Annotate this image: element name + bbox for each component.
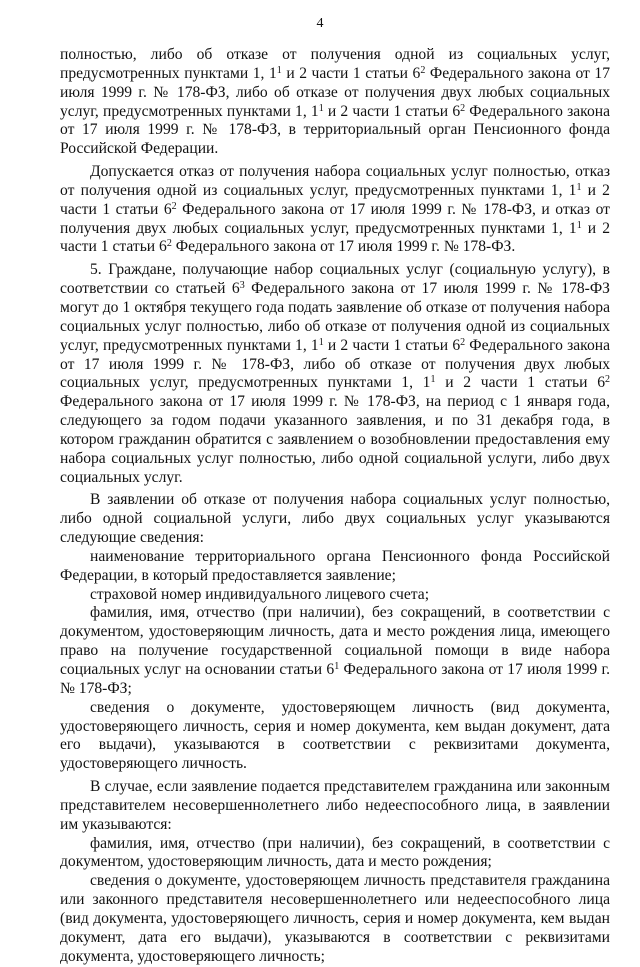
footnote-superscript: 2 xyxy=(605,374,611,386)
document-body xyxy=(60,46,610,967)
paragraph-identity-document: сведения о документе, удостоверяющем личность (вид документа, удостоверяющего личность, серия и номер документа, кем выдан документ, дата его выдачи), указываются в соответствии с реквизитами документа, удостоверяющего личность. xyxy=(60,698,610,773)
paragraph-territorial-body: наименование территориального органа Пенсионного фонда Российской Федерации, в который предоставляется заявление; xyxy=(60,547,610,584)
footnote-superscript: 2 xyxy=(420,64,426,76)
footnote-superscript: 3 xyxy=(239,280,245,292)
footnote-superscript: 1 xyxy=(576,219,582,231)
footnote-superscript: 2 xyxy=(460,102,466,114)
paragraph-insurance-number: страховой номер индивидуального лицевого счета; xyxy=(90,585,430,603)
paragraph-item-5: 5. Граждане, получающие набор социальных услуг (социальную услугу), в соответствии со статьей $6^3$ Федерального закона от 17 июля 1999 г. № 178-ФЗ могут до 1 октября текущего года подать заявление об отказе от получения набора социальных услуг полностью, либо об отказе от получения одной из социальных услуг, предусмотренных пунктами 1, $1^1$ и 2 части 1 статьи $6^2$ Федерального закона от 17 июля 1999 г. № 178-ФЗ, либо об отказе от получения двух любых социальных услуг, предусмотренных пунктами 1, $1^1$ и 2 части 1 статьи $6^2$ Федерального закона от 17 июля 1999 г. № 178-ФЗ, на период с 1 января года, следующего за годом подачи указанного заявления, и по 31 декабря года, в котором гражданин обратится с заявлением о возобновлении предоставления ему набора социальных услуг полностью, либо одной социальной услуги, либо двух социальных услуг. xyxy=(60,261,611,486)
footnote-superscript: 2 xyxy=(166,238,172,250)
footnote-superscript: 1 xyxy=(576,181,582,193)
paragraph-application-contents: В заявлении об отказе от получения набора социальных услуг полностью, либо одной социальной услуги, либо двух социальных услуг указываются следующие сведения: xyxy=(60,491,610,547)
footnote-superscript: 1 xyxy=(430,374,436,386)
paragraph-representative: В случае, если заявление подается представителем гражданина или законным представителем несовершеннолетнего либо недееспособного лица, в заявлении им указываются: xyxy=(60,778,610,833)
paragraph-refusal-allowed: Допускается отказ от получения набора социальных услуг полностью, отказ от получения одной из социальных услуг, предусмотренных пунктами 1, $1^1$ и 2 части 1 статьи $6^2$ Федерального закона от 17 июля 1999 г. № 178-ФЗ, и отказ от получения двух любых социальных услуг, предусмотренных пунктами 1, $1^1$ и 2 части 1 статьи $6^2$ Федерального закона от 17 июля 1999 г. № 178-ФЗ. xyxy=(60,163,610,256)
footnote-superscript: 1 xyxy=(318,336,324,348)
footnote-superscript: 2 xyxy=(460,336,466,348)
footnote-superscript: 1 xyxy=(334,661,340,672)
paragraph-continuation: полностью, либо об отказе от получения одной из социальных услуг, предусмотренных пунктами 1, $1^1$ и 2 части 1 статьи $6^2$ Федерального закона от 17 июля 1999 г. № 178-ФЗ, либо об отказе от получения двух любых социальных услуг, предусмотренных пунктами 1, $1^1$ и 2 части 1 статьи $6^2$ Федерального закона от 17 июля 1999 г. № 178-ФЗ, в территориальный орган Пенсионного фонда Российской Федерации. xyxy=(60,46,611,158)
paragraph-full-name: фамилия, имя, отчество (при наличии), без сокращений, в соответствии с документом, удостоверяющим личность, дата и место рождения лица, имеющего право на получение государственной социальной помощи в виде набора социальных услуг на основании статьи $6^1$ Федерального закона от 17 июля 1999 г. № 178-ФЗ; xyxy=(60,604,610,697)
footnote-superscript: 1 xyxy=(276,64,282,76)
paragraph-representative-document: сведения о документе, удостоверяющем личность представителя гражданина или законного представителя несовершеннолетнего или недееспособного лица (вид документа, удостоверяющего личность, серия и номер документа, кем выдан документ, дата его выдачи), указываются в соответствии с реквизитами документа, удостоверяющего личность; xyxy=(60,872,610,965)
footnote-superscript: 1 xyxy=(318,102,324,114)
footnote-superscript: 2 xyxy=(171,200,177,212)
page-number: 4 xyxy=(316,16,324,31)
paragraph-representative-name: фамилия, имя, отчество (при наличии), без сокращений, в соответствии с документом, удостоверяющим личность, дата и место рождения; xyxy=(60,834,610,871)
